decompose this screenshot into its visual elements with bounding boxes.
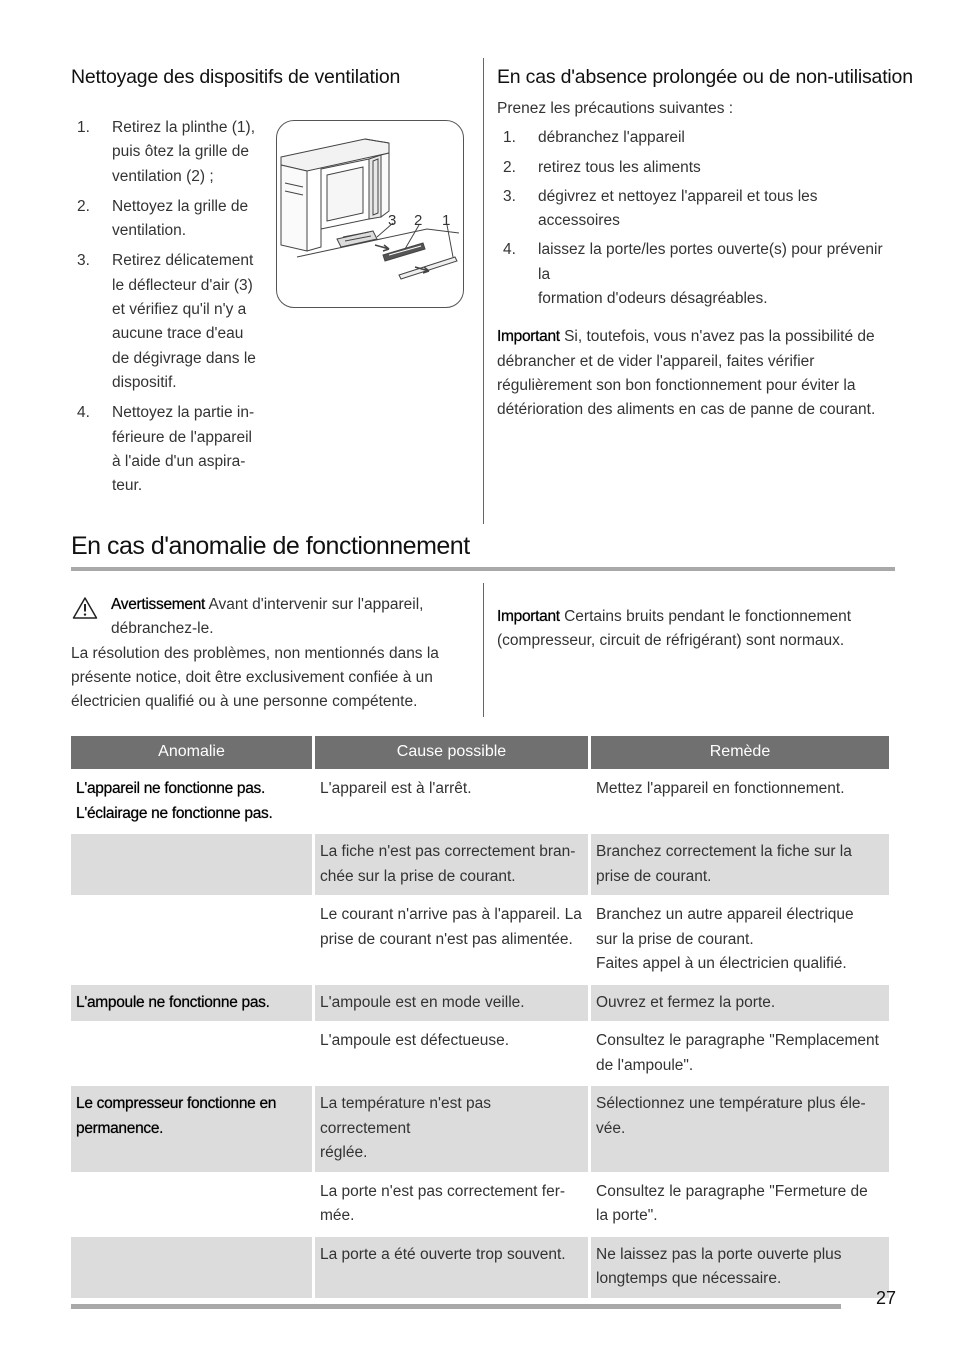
cause-cell-line: mée. [320, 1207, 355, 1224]
anomaly-cell-line: permanence. [76, 1119, 164, 1137]
remedy-cell [591, 834, 889, 897]
figure-label-3: 3 [388, 212, 397, 229]
cause-cell [315, 897, 588, 985]
section-title: En cas d'anomalie de fonctionnement [71, 532, 470, 560]
table-row [71, 897, 889, 985]
ventilation-steps [71, 116, 271, 498]
column-divider-bottom [483, 583, 484, 717]
step-line: Retirez la plinthe (1), [112, 119, 256, 136]
step-line: Nettoyez la grille de [112, 197, 249, 215]
remedy-cell [591, 985, 889, 1024]
step-line: formation d'odeurs désagréables. [538, 290, 768, 308]
table-row [71, 834, 889, 897]
remedy-cell-line: Branchez un autre appareil électrique [596, 906, 854, 923]
cause-cell-line: L'ampoule est défectueuse. [320, 1032, 510, 1049]
remedy-cell-line: Branchez correctement la fiche sur la [596, 843, 852, 860]
important-text: Certains bruits pendant le fonctionnement [559, 608, 852, 625]
list-item [497, 238, 897, 311]
step-line: ventilation (2) ; [112, 167, 214, 185]
cause-cell-line: La fiche n'est pas correctement bran- [320, 843, 576, 860]
remedy-cell [591, 1237, 889, 1300]
cause-cell-line: chée sur la prise de courant. [320, 867, 516, 885]
important-line [497, 325, 897, 349]
remedy-cell-line: Consultez le paragraphe "Fermeture de [596, 1182, 868, 1200]
step-number: 1. [503, 129, 516, 147]
remedy-cell-line: longtemps que nécessaire. [596, 1270, 782, 1287]
step-line: laissez la porte/les portes ouverte(s) pour prévenir la [538, 241, 883, 283]
important-text: Si, toutefois, vous n'avez pas la possibilité de [559, 328, 875, 346]
step-line: aucune trace d'eau [112, 325, 244, 343]
ventilation-illustration [276, 120, 464, 308]
remedy-cell [591, 1174, 889, 1237]
anomaly-cell [71, 1086, 312, 1174]
important-line [497, 350, 897, 374]
appliance-diagram-icon [277, 121, 463, 307]
cause-cell-line: La température n'est pas correctement [320, 1095, 491, 1137]
step-line: débranchez l'appareil [538, 129, 685, 147]
important-line [497, 629, 897, 653]
important-label: Important [497, 608, 560, 625]
remedy-cell-line: Mettez l'appareil en fonctionnement. [596, 780, 845, 797]
table-row [71, 771, 889, 834]
list-item [497, 185, 897, 234]
cause-cell-line: L'appareil est à l'arrêt. [320, 780, 472, 797]
anomaly-body [71, 642, 461, 715]
anomaly-important [497, 605, 897, 654]
anomaly-cell [71, 1237, 312, 1300]
remedy-cell-line: Sélectionnez une température plus éle- [596, 1095, 866, 1112]
header-anomaly: Anomalie [71, 736, 312, 771]
important-line [497, 398, 897, 422]
important-line [497, 374, 897, 398]
step-line: ventilation. [112, 222, 187, 240]
list-item [497, 126, 897, 150]
anomaly-cell-line: L'appareil ne fonctionne pas. [76, 780, 266, 797]
warning-block [71, 593, 461, 714]
step-number: 4. [77, 404, 90, 422]
important-text: régulièrement son bon fonctionnement pour éviter la [497, 376, 856, 394]
step-number: 3. [77, 252, 90, 270]
anomaly-cell [71, 985, 312, 1024]
step-line: dégivrez et nettoyez l'appareil et tous les accessoires [538, 187, 818, 230]
table-row [71, 1237, 889, 1300]
table-row [71, 1023, 889, 1086]
header-remedy: Remède [591, 736, 889, 771]
cause-cell-line: réglée. [320, 1144, 368, 1161]
anomaly-cell-line: Le compresseur fonctionne en [76, 1095, 277, 1112]
list-item [497, 156, 897, 180]
anomaly-cell [71, 834, 312, 897]
remedy-cell-line: de l'ampoule". [596, 1056, 694, 1074]
cause-cell [315, 1174, 588, 1237]
step-line: dispositif. [112, 373, 177, 391]
figure-label-2: 2 [414, 212, 423, 229]
step-line: férieure de l'appareil [112, 428, 252, 446]
important-text: détérioration des aliments en cas de panne de courant. [497, 401, 876, 419]
cause-cell [315, 1237, 588, 1300]
step-line: à l'aide d'un aspira- [112, 452, 246, 470]
remedy-cell-line: sur la prise de courant. [596, 930, 754, 948]
absence-title: En cas d'absence prolongée ou de non-utilisation [497, 66, 913, 88]
warning-label: Avertissement [111, 596, 206, 613]
warning-line1: Avant d'intervenir sur l'appareil, [205, 596, 424, 613]
remedy-cell-line: prise de courant. [596, 867, 712, 885]
body-line: présente notice, doit être exclusivement confiée à un [71, 668, 433, 686]
step-line: puis ôtez la grille de [112, 143, 249, 161]
important-text: débrancher et de vider l'appareil, faites vérifier [497, 352, 815, 370]
table-row [71, 1086, 889, 1174]
step-number: 1. [77, 119, 90, 136]
cause-cell [315, 1023, 588, 1086]
anomaly-cell [71, 897, 312, 985]
step-line: de dégivrage dans le [112, 349, 256, 367]
table-header-row [71, 736, 889, 771]
cause-cell-line: prise de courant n'est pas alimentée. [320, 930, 573, 948]
list-item [71, 249, 271, 395]
important-line [497, 605, 897, 629]
remedy-cell-line: la porte". [596, 1207, 658, 1224]
step-number: 2. [77, 197, 90, 215]
table-row [71, 1174, 889, 1237]
remedy-cell-line: vée. [596, 1119, 626, 1137]
step-number: 3. [503, 187, 516, 205]
anomaly-cell-line: L'éclairage ne fonctionne pas. [76, 804, 273, 822]
cause-cell-line: La porte a été ouverte trop souvent. [320, 1245, 566, 1263]
absence-intro: Prenez les précautions suivantes : [497, 100, 734, 117]
remedy-cell [591, 771, 889, 834]
step-number: 4. [503, 241, 516, 259]
list-item [71, 195, 271, 244]
step-line: retirez tous les aliments [538, 158, 701, 176]
step-line: teur. [112, 477, 143, 495]
table-row [71, 985, 889, 1024]
warning-line2: débranchez-le. [111, 620, 214, 638]
body-line: La résolution des problèmes, non mentionnés dans la [71, 644, 439, 662]
absence-important [497, 325, 897, 422]
step-line: le déflecteur d'air (3) [112, 276, 253, 294]
step-line: et vérifiez qu'il n'y a [112, 301, 247, 319]
remedy-cell-line: Ne laissez pas la porte ouverte plus [596, 1245, 842, 1263]
absence-body [497, 97, 897, 423]
header-cause: Cause possible [315, 736, 588, 771]
remedy-cell-line: Consultez le paragraphe "Remplacement [596, 1032, 879, 1049]
step-line: Retirez délicatement [112, 252, 254, 270]
step-line: Nettoyez la partie in- [112, 404, 255, 422]
cause-cell-line: La porte n'est pas correctement fer- [320, 1182, 566, 1200]
footer-rule [71, 1304, 841, 1309]
anomaly-cell [71, 1174, 312, 1237]
important-text: (compresseur, circuit de réfrigérant) sont normaux. [497, 632, 845, 650]
cause-cell [315, 1086, 588, 1174]
remedy-cell [591, 1023, 889, 1086]
cause-cell [315, 771, 588, 834]
remedy-cell-line: Faites appel à un électricien qualifié. [596, 955, 847, 972]
ventilation-title: Nettoyage des dispositifs de ventilation [71, 66, 401, 88]
section-rule [71, 567, 895, 571]
remedy-cell [591, 1086, 889, 1174]
cause-cell-line: L'ampoule est en mode veille. [320, 993, 525, 1011]
figure-label-1: 1 [442, 212, 451, 229]
cause-cell-line: Le courant n'arrive pas à l'appareil. La [320, 906, 582, 923]
step-number: 2. [503, 158, 516, 176]
body-line: électricien qualifié ou à une personne compétente. [71, 693, 418, 711]
page-number: 27 [876, 1288, 897, 1308]
anomaly-cell [71, 771, 312, 834]
anomaly-cell-line: L'ampoule ne fonctionne pas. [76, 993, 270, 1011]
troubleshooting-table [68, 736, 892, 1300]
column-divider-top [483, 58, 484, 524]
remedy-cell-line: Ouvrez et fermez la porte. [596, 993, 776, 1011]
list-item [71, 116, 271, 189]
cause-cell [315, 834, 588, 897]
cause-cell [315, 985, 588, 1024]
anomaly-cell [71, 1023, 312, 1086]
important-label: Important [497, 328, 560, 346]
list-item [71, 401, 271, 498]
remedy-cell [591, 897, 889, 985]
